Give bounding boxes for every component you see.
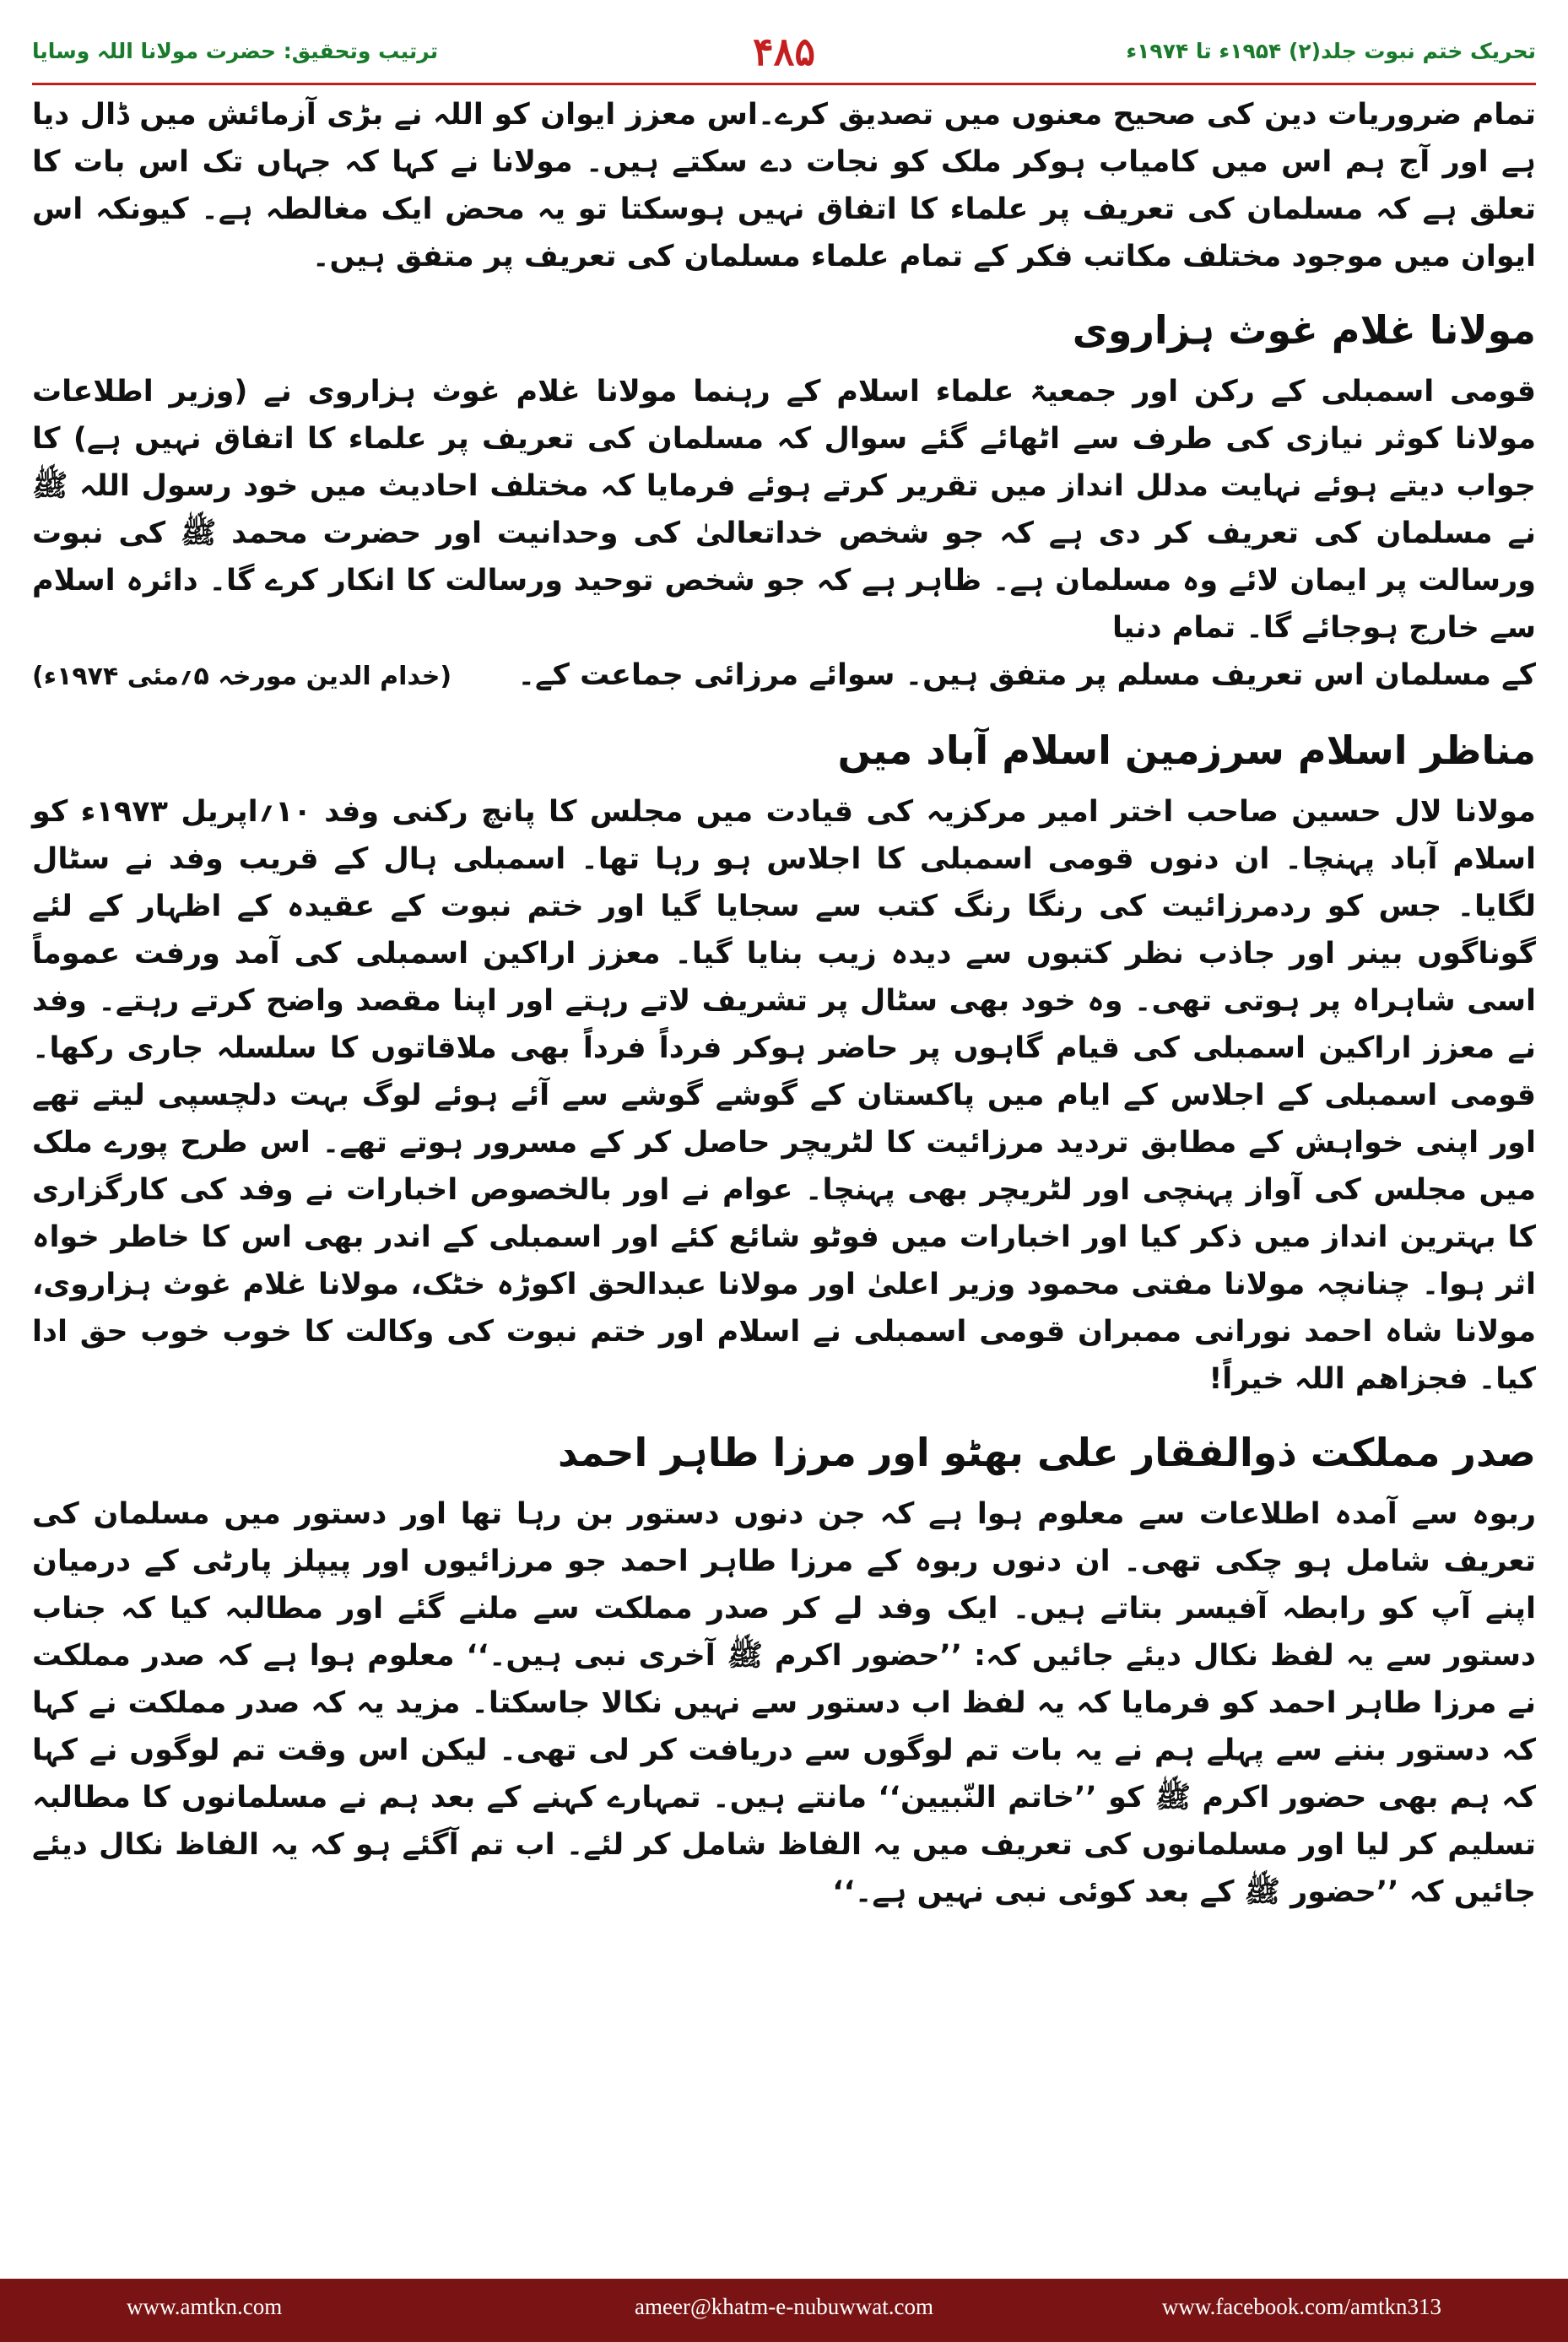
paragraph-hazarvi-speech: قومی اسمبلی کے رکن اور جمعیۃ علماء اسلام کے رہنما مولانا غلام غوث ہزاروی نے (وزیر اطلاعات مولانا کوثر نیازی کی طرف سے اٹھائے گئے سوال کہ مسلمان کی تعریف پر علماء کا اتفاق نہیں ہے) کا جواب دیتے ہوئے نہایت مدلل انداز میں تقریر کرتے ہوئے فرمایا کہ مختلف احادیث میں خود رسول اللہ ﷺ نے مسلمان کی تعریف کر دی ہے کہ جو شخص خداتعالیٰ کی وحدانیت اور حضرت محمد ﷺ کی نبوت ورسالت پر ایمان لائے وہ مسلمان ہے۔ ظاہر ہے کہ جو شخص توحید ورسالت کا انکار کرے گا۔ دائرہ اسلام سے خارج ہوجائے گا۔ تمام دنیا <box>32 375 1536 645</box>
page-body <box>32 91 1536 1916</box>
paragraph-intro: تمام ضروریات دین کی صحیح معنوں میں تصدیق کرے۔اس معزز ایوان کو اللہ نے بڑی آزمائش میں ڈال دیا ہے اور آج ہم اس میں کامیاب ہوکر ملک کو نجات دے سکتے ہیں۔ مولانا نے کہا کہ جہاں تک اس بات کا تعلق ہے کہ مسلمان کی تعریف پر علماء کا اتفاق نہیں ہوسکتا تو یہ محض ایک مغالطہ ہے۔ کیونکہ اس ایوان میں موجود مختلف مکاتب فکر کے تمام علماء مسلمان کی تعریف پر متفق ہیں۔ <box>32 98 1536 273</box>
page-header <box>32 29 1536 83</box>
paragraph-islamabad-delegation: مولانا لال حسین صاحب اختر امیر مرکزیہ کی قیادت میں مجلس کا پانچ رکنی وفد ۱۰؍اپریل ۱۹۷۳ء کو اسلام آباد پہنچا۔ ان دنوں قومی اسمبلی کا اجلاس ہو رہا تھا۔ اسمبلی ہال کے قریب وفد نے سٹال لگایا۔ جس کو ردمرزائیت کی رنگا رنگ کتب سے سجایا گیا اور ختم نبوت کے عقیدہ کے اظہار کے لئے گوناگوں بینر اور جاذب نظر کتبوں سے دیدہ زیب بنایا گیا۔ معزز اراکین اسمبلی کی آمد ورفت عموماً اسی شاہراہ پر ہوتی تھی۔ وہ خود بھی سٹال پر تشریف لاتے رہتے اور اپنا مقصد واضح کرتے رہتے۔ وفد نے معزز اراکین اسمبلی کی قیام گاہوں پر حاضر ہوکر فرداً فرداً بھی ملاقاتوں کا سلسلہ جاری رکھا۔ قومی اسمبلی کے اجلاس کے ایام میں پاکستان کے گوشے گوشے سے آئے ہوئے لوگ بہت دلچسپی لیتے تھے اور اپنی خواہش کے مطابق تردید مرزائیت کا لٹریچر حاصل کر کے مسرور ہوتے تھے۔ اس طرح پورے ملک میں مجلس کی آواز پہنچی اور لٹریچر بھی پہنچا۔ عوام نے اور بالخصوص اخبارات نے وفد کی کارگزاری کا بہترین انداز میں ذکر کیا اور اخبارات میں فوٹو شائع کئے اور اسمبلی کے اندر بھی اس کا خاطر خواہ اثر ہوا۔ چنانچہ مولانا مفتی محمود وزیر اعلیٰ اور مولانا عبدالحق اکوڑہ خٹک، مولانا غلام غوث ہزاروی، مولانا شاہ احمد نورانی ممبران قومی اسمبلی نے اسلام اور ختم نبوت کی وکالت کا خوب خوب حق ادا کیا۔ فجزاھم اللہ خیراً! <box>32 795 1536 1396</box>
heading-islamabad-delegation: مناظر اسلام سرزمین اسلام آباد میں <box>837 727 1536 773</box>
page-footer <box>0 2279 1568 2342</box>
paragraph-hazarvi-ending <box>32 652 1536 700</box>
citation-khuddam-ud-din: (خدام الدین مورخہ ۵؍مئی ۱۹۷۴ء) <box>32 662 452 691</box>
header-compiler-credit: ترتیب وتحقیق: حضرت مولانا اللہ وسایا <box>32 39 439 63</box>
footer-email-link[interactable]: ameer@khatm-e-nubuwwat.com <box>635 2294 933 2319</box>
heading-ghulam-ghaus-hazarvi: مولانا غلام غوث ہزاروی <box>1072 307 1536 353</box>
heading-bhutto-and-tahir-ahmad: صدر مملکت ذوالفقار علی بھٹو اور مرزا طاہر احمد <box>557 1430 1536 1475</box>
footer-facebook-link[interactable]: www.facebook.com/amtkn313 <box>1161 2294 1441 2319</box>
page-number: ۴۸۵ <box>752 29 816 74</box>
paragraph-hazarvi-last-line: کے مسلمان اس تعریف مسلم پر متفق ہیں۔ سوائے مرزائی جماعت کے۔ <box>517 658 1536 692</box>
footer-website-link[interactable]: www.amtkn.com <box>127 2294 283 2319</box>
header-divider <box>32 83 1536 85</box>
paragraph-bhutto-and-tahir-ahmad: ربوہ سے آمدہ اطلاعات سے معلوم ہوا ہے کہ جن دنوں دستور بن رہا تھا اور دستور میں مسلمان کی تعریف شامل ہو چکی تھی۔ ان دنوں ربوہ کے مرزا طاہر احمد جو مرزائیوں اور پیپلز پارٹی کے درمیان اپنے آپ کو رابطہ آفیسر بتاتے ہیں۔ ایک وفد لے کر صدر مملکت سے ملنے گئے اور مطالبہ کیا کہ جناب دستور سے یہ لفظ نکال دیئے جائیں کہ: ’’حضور اکرم ﷺ آخری نبی ہیں۔‘‘ معلوم ہوا ہے کہ صدر مملکت نے مرزا طاہر احمد کو فرمایا کہ یہ لفظ اب دستور سے نہیں نکالا جاسکتا۔ مزید یہ کہ صدر مملکت نے کہا کہ دستور بننے سے پہلے ہم نے یہ بات تم لوگوں سے دریافت کر لی تھی۔ لیکن اس وقت تم لوگوں نے کہا کہ ہم بھی حضور اکرم ﷺ کو ’’خاتم النّبیین‘‘ مانتے ہیں۔ تمہارے کہنے کے بعد ہم نے مسلمانوں کا مطالبہ تسلیم کر لیا اور مسلمانوں کی تعریف میں یہ الفاظ شامل کر لئے۔ اب تم آگئے ہو کہ یہ الفاظ نکال دیئے جائیں کہ ’’حضور ﷺ کے بعد کوئی نبی نہیں ہے۔‘‘ <box>32 1497 1536 1909</box>
header-book-title: تحریک ختم نبوت جلد(۲) ۱۹۵۴ء تا ۱۹۷۴ء <box>1126 39 1536 63</box>
